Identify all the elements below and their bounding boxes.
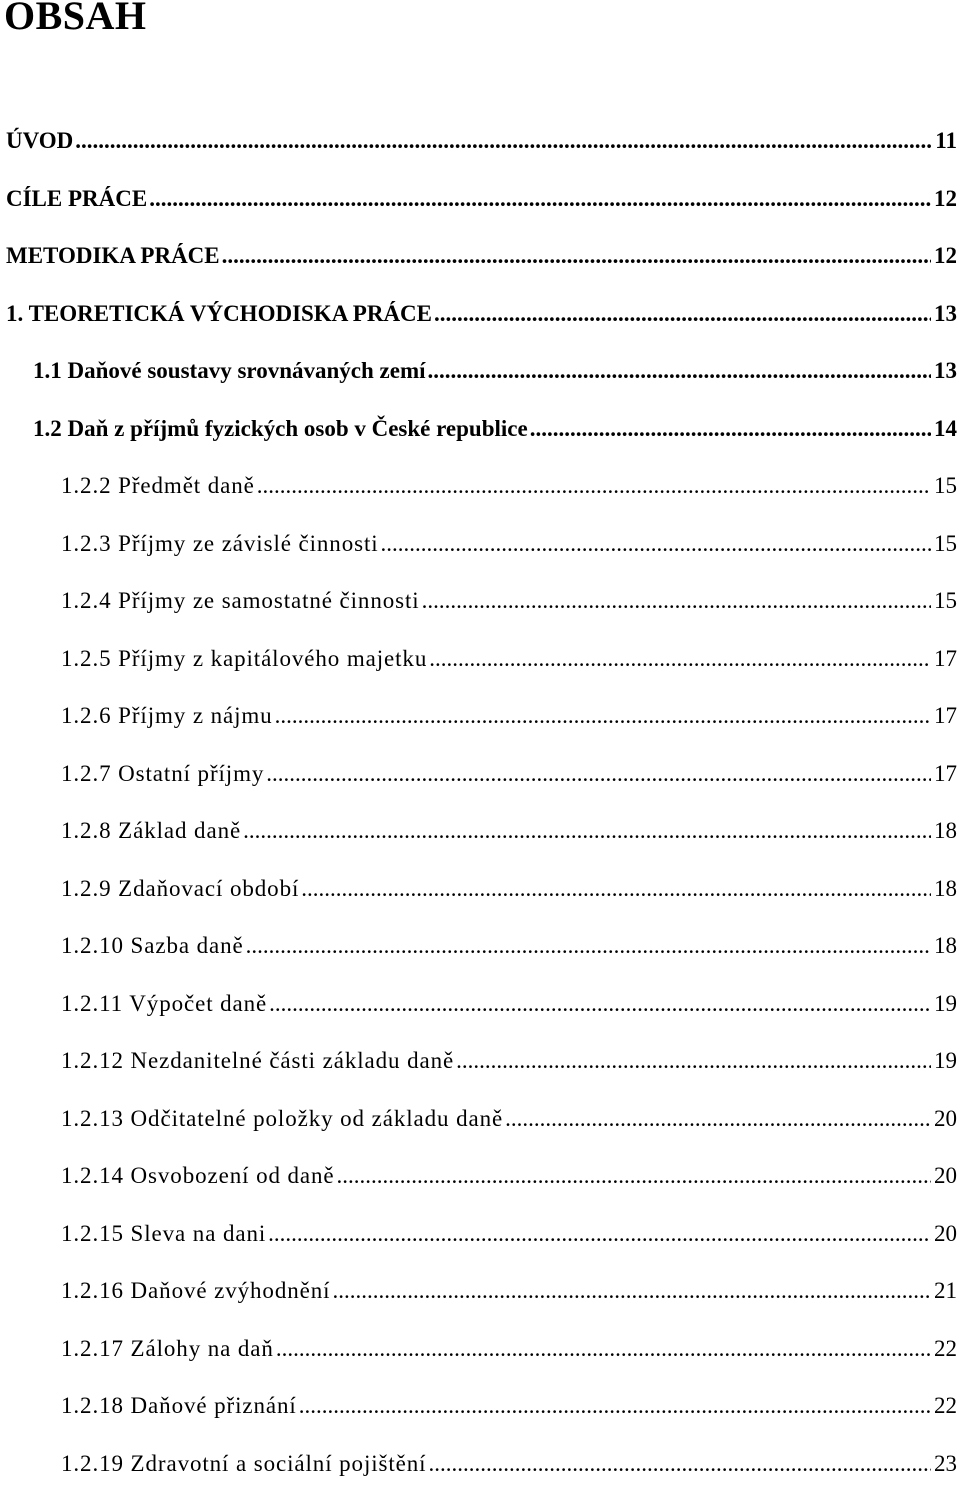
toc-entry-page: 19 <box>934 1034 957 1088</box>
toc-entry-label: 1.2.9 Zdaňovací období <box>61 862 299 916</box>
toc-entry-page: 20 <box>934 1149 957 1203</box>
toc-entry-page: 22 <box>934 1322 957 1376</box>
dot-leader <box>299 1379 931 1433</box>
toc-entry[interactable] <box>0 1379 960 1437</box>
toc-entry-page: 17 <box>934 689 957 743</box>
toc-entry[interactable] <box>0 1322 960 1380</box>
toc-entry[interactable] <box>0 287 960 345</box>
toc-entry[interactable] <box>0 1264 960 1322</box>
toc-entry-page: 20 <box>934 1092 957 1146</box>
toc-entry[interactable] <box>0 172 960 230</box>
dot-leader <box>422 574 931 628</box>
dot-leader <box>275 689 931 743</box>
toc-entry-label: 1.1 Daňové soustavy srovnávaných zemí <box>33 344 426 398</box>
toc-entry[interactable] <box>0 229 960 287</box>
dot-leader <box>381 517 931 571</box>
toc-entry[interactable] <box>0 1207 960 1265</box>
toc-entry-label: 1.2.2 Předmět daně <box>61 459 255 513</box>
toc-entry-page: 13 <box>934 287 957 341</box>
toc-entry-label: 1.2.17 Zálohy na daň <box>61 1322 274 1376</box>
toc-entry-label: 1.2.19 Zdravotní a sociální pojištění <box>61 1437 426 1491</box>
toc-entry-label: 1.2.11 Výpočet daně <box>61 977 267 1031</box>
toc-entry-label: 1.2.3 Příjmy ze závislé činnosti <box>61 517 379 571</box>
toc-entry-page: 17 <box>934 632 957 686</box>
toc-entry-page: 22 <box>934 1379 957 1433</box>
dot-leader <box>268 1207 931 1261</box>
toc-entry[interactable] <box>0 1092 960 1150</box>
toc-entry[interactable] <box>0 574 960 632</box>
toc-entry-page: 15 <box>934 459 957 513</box>
toc-entry-page: 12 <box>934 229 957 283</box>
toc-entry-page: 14 <box>934 402 957 456</box>
toc-entry[interactable] <box>0 459 960 517</box>
toc-entry[interactable] <box>0 689 960 747</box>
toc-entry[interactable] <box>0 977 960 1035</box>
toc-entry[interactable] <box>0 344 960 402</box>
toc-entry[interactable] <box>0 114 960 172</box>
dot-leader <box>266 747 931 801</box>
toc-entry-label: CÍLE PRÁCE <box>6 172 147 226</box>
toc-entry-label: 1.2.16 Daňové zvýhodnění <box>61 1264 330 1318</box>
toc-entry-label: ÚVOD <box>6 114 73 168</box>
toc-entry[interactable] <box>0 517 960 575</box>
page-title: OBSAH <box>4 0 147 40</box>
dot-leader <box>337 1149 931 1203</box>
toc-entry-page: 11 <box>935 114 957 168</box>
toc-entry-label: METODIKA PRÁCE <box>6 229 220 283</box>
toc-entry-page: 12 <box>934 172 957 226</box>
table-of-contents <box>0 114 960 1494</box>
toc-entry[interactable] <box>0 747 960 805</box>
dot-leader <box>75 114 932 168</box>
toc-entry-label: 1.2.6 Příjmy z nájmu <box>61 689 273 743</box>
dot-leader <box>434 287 931 341</box>
toc-entry-label: 1.2.14 Osvobození od daně <box>61 1149 335 1203</box>
toc-entry-label: 1.2.13 Odčitatelné položky od základu daně <box>61 1092 503 1146</box>
dot-leader <box>222 229 931 283</box>
dot-leader <box>429 632 931 686</box>
toc-entry[interactable] <box>0 632 960 690</box>
toc-entry-page: 15 <box>934 574 957 628</box>
dot-leader <box>301 862 931 916</box>
toc-entry-page: 20 <box>934 1207 957 1261</box>
toc-entry-page: 17 <box>934 747 957 801</box>
toc-entry-page: 23 <box>934 1437 957 1491</box>
toc-entry-label: 1.2 Daň z příjmů fyzických osob v České republice <box>33 402 528 456</box>
dot-leader <box>428 1437 931 1491</box>
dot-leader <box>505 1092 931 1146</box>
dot-leader <box>269 977 931 1031</box>
toc-entry[interactable] <box>0 1437 960 1494</box>
toc-entry-label: 1.2.5 Příjmy z kapitálového majetku <box>61 632 427 686</box>
toc-entry[interactable] <box>0 402 960 460</box>
dot-leader <box>276 1322 931 1376</box>
toc-entry[interactable] <box>0 1034 960 1092</box>
toc-entry-label: 1.2.12 Nezdanitelné části základu daně <box>61 1034 454 1088</box>
toc-entry-label: 1.2.7 Ostatní příjmy <box>61 747 264 801</box>
toc-entry-page: 13 <box>934 344 957 398</box>
toc-entry[interactable] <box>0 919 960 977</box>
toc-entry-page: 15 <box>934 517 957 571</box>
toc-entry-page: 18 <box>934 862 957 916</box>
dot-leader <box>428 344 931 398</box>
toc-entry[interactable] <box>0 862 960 920</box>
toc-entry-page: 18 <box>934 919 957 973</box>
dot-leader <box>243 804 931 858</box>
toc-entry-label: 1.2.15 Sleva na dani <box>61 1207 266 1261</box>
toc-entry[interactable] <box>0 804 960 862</box>
toc-entry-label: 1.2.4 Příjmy ze samostatné činnosti <box>61 574 420 628</box>
toc-entry-label: 1.2.8 Základ daně <box>61 804 241 858</box>
dot-leader <box>332 1264 931 1318</box>
dot-leader <box>149 172 931 226</box>
toc-entry-label: 1.2.10 Sazba daně <box>61 919 244 973</box>
toc-entry-page: 21 <box>934 1264 957 1318</box>
dot-leader <box>530 402 931 456</box>
dot-leader <box>246 919 931 973</box>
toc-entry[interactable] <box>0 1149 960 1207</box>
toc-entry-page: 19 <box>934 977 957 1031</box>
dot-leader <box>456 1034 931 1088</box>
toc-entry-label: 1. TEORETICKÁ VÝCHODISKA PRÁCE <box>6 287 432 341</box>
toc-entry-label: 1.2.18 Daňové přiznání <box>61 1379 297 1433</box>
dot-leader <box>257 459 931 513</box>
toc-entry-page: 18 <box>934 804 957 858</box>
